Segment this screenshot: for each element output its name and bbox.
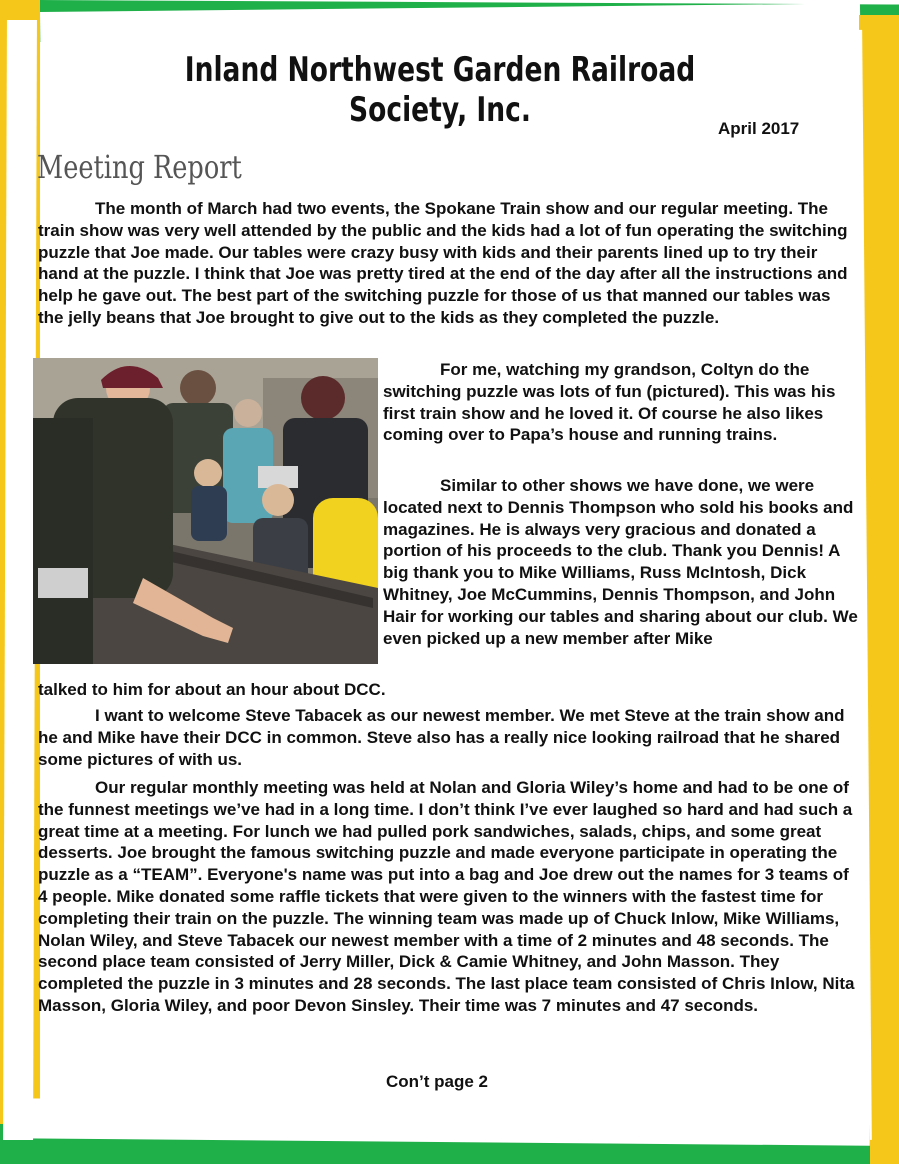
continued-note: Con’t page 2 [386,1072,489,1091]
paragraph-train-show: The month of March had two events, the Spokane Train show and our regular meeting. The train show was very well attended by the public and the kids had a lot of fun operating the switching puzzle that Joe made. Our tables were crazy busy with kids and their parents lined up to try their hand at the puzzle. I think that Joe was pretty tired at the end of the day after all the instructions and help he gave out. The best part of the switching puzzle for those of us that manned our tables was the jelly beans that Joe brought to give out to the kids as they completed the puzzle. [38,199,848,327]
train-show-photo [33,358,378,664]
paragraph-grandson: For me, watching my grandson, Coltyn do the switching puzzle was lots of fun (pictured). This was his first train show and he loved it. Of course he also likes coming over to Papa’s house and running trains. [383,360,836,445]
paragraph-thanks-continued: talked to him for about an hour about DCC. [38,680,386,699]
paragraph-new-member: I want to welcome Steve Tabacek as our newest member. We met Steve at the train show and he and Mike have their DCC in common. Steve also has a really nice looking railroad that he shared some pictures of with us. [38,706,845,769]
bottom-border-mask [10,1098,870,1146]
paragraph-thanks: Similar to other shows we have done, we were located next to Dennis Thompson who sold his books and magazines. He is always very gracious and donated a portion of his proceeds to the club. Thank you Dennis! A big thank you to Mike Williams, Russ McIntosh, Dick Whitney, Joe McCummins, Dennis Thompson, and John Hair for working our tables and sharing about our club. We even picked up a new member after Mike [383,476,858,648]
train-show-photo-illustration [33,358,378,664]
paragraph-monthly-meeting: Our regular monthly meeting was held at Nolan and Gloria Wiley’s home and had to be one of the funnest meetings we’ve had in a long time. I don’t think I’ve ever laughed so hard and had such a great time at a meeting. For lunch we had pulled pork sandwiches, salads, chips, and some great desserts. Joe brought the famous switching puzzle and made everyone participate in operating the puzzle as a “TEAM”. Everyone's name was put into a bag and Joe drew out the names for 3 teams of 4 people. Mike donated some raffle tickets that were given to the winners with the fastest time for completing their train on the puzzle. The winning team was made up of Chuck Inlow, Mike Williams, Nolan Wiley, and Steve Tabacek our newest member with a time of 2 minutes and 48 seconds. The second place team consisted of Jerry Miller, Dick & Camie Whitney, and John Masson. They completed the puzzle in 3 minutes and 28 seconds. The last place team consisted of Chris Inlow, Nita Masson, Gloria Wiley, and poor Devon Sinsley. Their time was 7 minutes and 47 seconds. [38,778,855,1015]
left-border-mask [3,20,37,1140]
page-title: Inland Northwest Garden Railroad Society, Inc. [184,50,696,130]
section-heading: Meeting Report [37,148,242,186]
issue-date: April 2017 [718,119,800,138]
